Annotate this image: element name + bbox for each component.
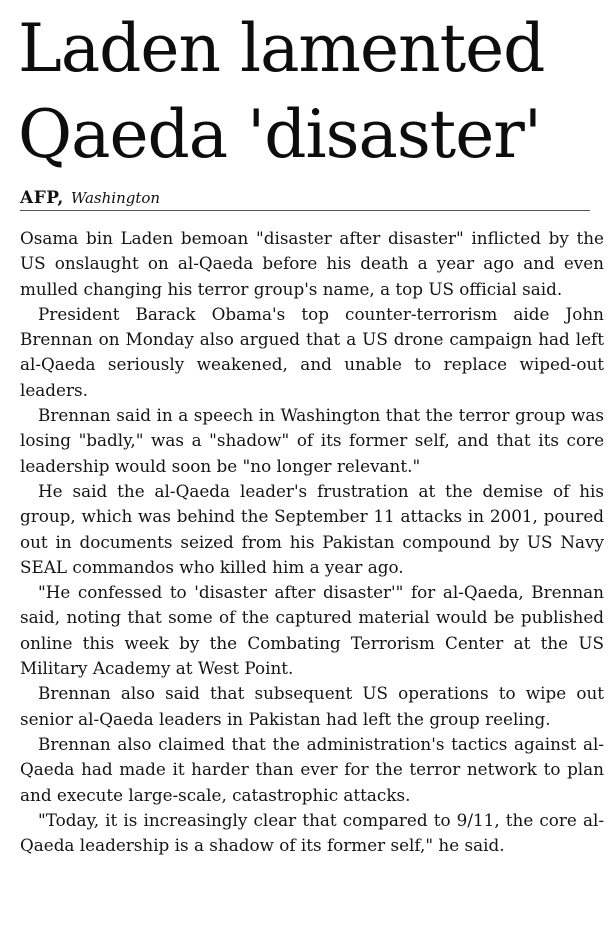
headline-line-1: Laden lamented <box>18 10 545 87</box>
article-body <box>20 226 604 858</box>
byline-agency: AFP, <box>20 188 64 208</box>
headline <box>18 6 603 178</box>
paragraph: Brennan said in a speech in Washington that the terror group was losing "badly," was a "shadow" of its former self, and that its core leadership would soon be "no longer relevant." <box>20 405 604 476</box>
paragraph: Brennan also claimed that the administration's tactics against al-Qaeda had made it harder than ever for the terror network to plan and execute large-scale, catastrophic attacks. <box>20 733 604 805</box>
paragraph: He said the al-Qaeda leader's frustration at the demise of his group, which was behind the September 11 attacks in 2001, poured out in documents seized from his Pakistan compound by US Navy SEAL commandos who killed him a year ago. <box>20 480 604 577</box>
paragraph: Osama bin Laden bemoan "disaster after disaster" inflicted by the US onslaught on al-Qaeda before his death a year ago and even mulled changing his terror group's name, a top US official said. <box>20 228 604 299</box>
paragraph: "He confessed to 'disaster after disaster'" for al-Qaeda, Brennan said, noting that some of the captured material would be published online this week by the Combating Terrorism Center at the US Military Academy at West Point. <box>20 582 604 679</box>
paragraph: Brennan also said that subsequent US operations to wipe out senior al-Qaeda leaders in Pakistan had left the group reeling. <box>20 683 604 729</box>
paragraph: "Today, it is increasingly clear that compared to 9/11, the core al-Qaeda leadership is a shadow of its former self," he said. <box>20 809 604 856</box>
byline <box>20 188 590 211</box>
byline-dateline: Washington <box>70 189 161 207</box>
headline-line-2: Qaeda 'disaster' <box>18 96 541 173</box>
paragraph: President Barack Obama's top counter-terrorism aide John Brennan on Monday also argued that a US drone campaign had left al-Qaeda seriously weakened, and unable to replace wiped-out leaders. <box>20 303 604 400</box>
